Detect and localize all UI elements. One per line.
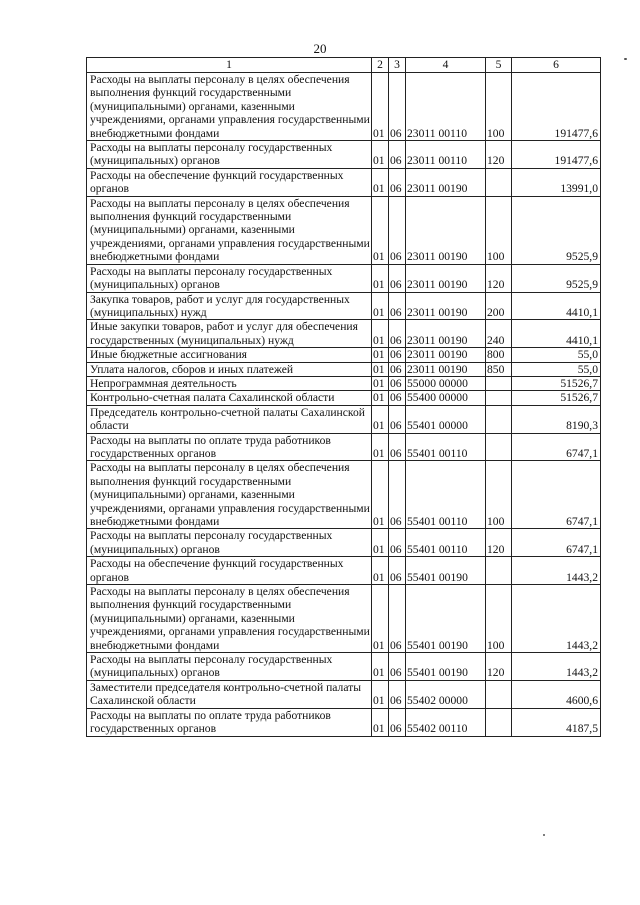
header-col-3: 3	[389, 58, 406, 73]
row-amount: 4600,6	[512, 680, 601, 708]
row-name: Расходы на выплаты персоналу государственных (муниципальных) органов	[87, 529, 372, 557]
header-col-1: 1	[87, 58, 372, 73]
row-expense-type: 850	[486, 362, 512, 376]
table-row	[87, 376, 601, 390]
row-section: 01	[372, 585, 389, 653]
row-target-article: 55401 00190	[406, 653, 486, 681]
row-name: Иные бюджетные ассигнования	[87, 348, 372, 362]
row-expense-type	[486, 391, 512, 405]
row-section: 01	[372, 264, 389, 292]
table-row	[87, 708, 601, 736]
header-col-5: 5	[486, 58, 512, 73]
table-row	[87, 348, 601, 362]
row-subsection: 06	[389, 73, 406, 141]
row-amount: 4410,1	[512, 320, 601, 348]
row-subsection: 06	[389, 348, 406, 362]
row-name: Расходы на выплаты персоналу государственных (муниципальных) органов	[87, 264, 372, 292]
row-section: 01	[372, 653, 389, 681]
row-expense-type: 120	[486, 653, 512, 681]
row-amount: 1443,2	[512, 653, 601, 681]
table-row	[87, 405, 601, 433]
row-target-article: 55000 00000	[406, 376, 486, 390]
row-target-article: 55401 00000	[406, 405, 486, 433]
row-subsection: 06	[389, 168, 406, 196]
table-row	[87, 320, 601, 348]
table-row	[87, 264, 601, 292]
table-row	[87, 196, 601, 264]
row-section: 01	[372, 376, 389, 390]
row-target-article: 55400 00000	[406, 391, 486, 405]
row-target-article: 55401 00110	[406, 529, 486, 557]
row-section: 01	[372, 168, 389, 196]
header-col-2: 2	[372, 58, 389, 73]
row-expense-type: 100	[486, 461, 512, 529]
table-row	[87, 461, 601, 529]
row-amount: 1443,2	[512, 585, 601, 653]
row-expense-type	[486, 680, 512, 708]
row-expense-type	[486, 376, 512, 390]
row-amount: 9525,9	[512, 264, 601, 292]
row-subsection: 06	[389, 196, 406, 264]
row-subsection: 06	[389, 585, 406, 653]
scan-speck	[543, 834, 545, 836]
table-body	[87, 73, 601, 737]
header-row	[87, 58, 601, 73]
row-amount: 191477,6	[512, 73, 601, 141]
row-name: Расходы на выплаты по оплате труда работников государственных органов	[87, 433, 372, 461]
row-expense-type: 100	[486, 73, 512, 141]
row-expense-type: 120	[486, 529, 512, 557]
row-target-article: 55401 00190	[406, 557, 486, 585]
row-expense-type	[486, 168, 512, 196]
table-row	[87, 433, 601, 461]
row-name: Закупка товаров, работ и услуг для государственных (муниципальных) нужд	[87, 292, 372, 320]
row-target-article: 23011 00190	[406, 196, 486, 264]
row-subsection: 06	[389, 292, 406, 320]
table-row	[87, 557, 601, 585]
row-target-article: 23011 00190	[406, 168, 486, 196]
row-name: Расходы на выплаты персоналу государственных (муниципальных) органов	[87, 141, 372, 169]
row-section: 01	[372, 391, 389, 405]
row-amount: 51526,7	[512, 391, 601, 405]
row-amount: 6747,1	[512, 461, 601, 529]
row-section: 01	[372, 73, 389, 141]
row-expense-type	[486, 433, 512, 461]
row-expense-type: 200	[486, 292, 512, 320]
row-expense-type: 120	[486, 141, 512, 169]
budget-table	[86, 57, 601, 737]
row-subsection: 06	[389, 362, 406, 376]
row-target-article: 55402 00000	[406, 680, 486, 708]
row-section: 01	[372, 196, 389, 264]
row-subsection: 06	[389, 461, 406, 529]
row-target-article: 23011 00190	[406, 348, 486, 362]
row-expense-type	[486, 708, 512, 736]
row-amount: 9525,9	[512, 196, 601, 264]
row-section: 01	[372, 320, 389, 348]
row-target-article: 55401 00110	[406, 461, 486, 529]
header-col-4: 4	[406, 58, 486, 73]
table-row	[87, 653, 601, 681]
row-subsection: 06	[389, 264, 406, 292]
row-section: 01	[372, 362, 389, 376]
row-section: 01	[372, 141, 389, 169]
row-section: 01	[372, 405, 389, 433]
row-subsection: 06	[389, 653, 406, 681]
row-subsection: 06	[389, 141, 406, 169]
row-amount: 55,0	[512, 362, 601, 376]
table-row	[87, 529, 601, 557]
row-amount: 55,0	[512, 348, 601, 362]
row-amount: 6747,1	[512, 433, 601, 461]
table-row	[87, 141, 601, 169]
row-subsection: 06	[389, 376, 406, 390]
row-expense-type	[486, 557, 512, 585]
row-target-article: 23011 00190	[406, 362, 486, 376]
row-target-article: 23011 00190	[406, 292, 486, 320]
row-subsection: 06	[389, 680, 406, 708]
row-name: Контрольно-счетная палата Сахалинской области	[87, 391, 372, 405]
table-row	[87, 168, 601, 196]
table-row	[87, 680, 601, 708]
row-section: 01	[372, 708, 389, 736]
row-section: 01	[372, 348, 389, 362]
row-name: Расходы на выплаты по оплате труда работников государственных органов	[87, 708, 372, 736]
row-amount: 51526,7	[512, 376, 601, 390]
row-target-article: 55401 00110	[406, 433, 486, 461]
table-row	[87, 292, 601, 320]
row-amount: 13991,0	[512, 168, 601, 196]
row-section: 01	[372, 680, 389, 708]
row-name: Расходы на обеспечение функций государственных органов	[87, 557, 372, 585]
table-row	[87, 362, 601, 376]
row-name: Расходы на выплаты персоналу в целях обеспечения выполнения функций государственными (муниципальными) органами, казенными учреждениями, органами управления государственными внебюджетными фондами	[87, 196, 372, 264]
row-name: Расходы на выплаты персоналу государственных (муниципальных) органов	[87, 653, 372, 681]
row-amount: 6747,1	[512, 529, 601, 557]
row-name: Заместители председателя контрольно-счетной палаты Сахалинской области	[87, 680, 372, 708]
row-amount: 8190,3	[512, 405, 601, 433]
row-subsection: 06	[389, 529, 406, 557]
table-header	[87, 58, 601, 73]
row-target-article: 23011 00110	[406, 73, 486, 141]
row-amount: 4410,1	[512, 292, 601, 320]
row-expense-type: 100	[486, 196, 512, 264]
row-subsection: 06	[389, 557, 406, 585]
table-row	[87, 585, 601, 653]
row-expense-type	[486, 405, 512, 433]
row-section: 01	[372, 529, 389, 557]
row-subsection: 06	[389, 320, 406, 348]
row-section: 01	[372, 433, 389, 461]
row-subsection: 06	[389, 433, 406, 461]
row-name: Уплата налогов, сборов и иных платежей	[87, 362, 372, 376]
row-target-article: 23011 00190	[406, 264, 486, 292]
row-subsection: 06	[389, 708, 406, 736]
row-subsection: 06	[389, 391, 406, 405]
row-expense-type: 800	[486, 348, 512, 362]
row-section: 01	[372, 461, 389, 529]
row-name: Расходы на выплаты персоналу в целях обеспечения выполнения функций государственными (муниципальными) органами, казенными учреждениями, органами управления государственными внебюджетными фондами	[87, 461, 372, 529]
table-row	[87, 73, 601, 141]
row-name: Иные закупки товаров, работ и услуг для обеспечения государственных (муниципальных) нужд	[87, 320, 372, 348]
row-name: Расходы на выплаты персоналу в целях обеспечения выполнения функций государственными (муниципальными) органами, казенными учреждениями, органами управления государственными внебюджетными фондами	[87, 585, 372, 653]
row-target-article: 55402 00110	[406, 708, 486, 736]
row-amount: 191477,6	[512, 141, 601, 169]
row-section: 01	[372, 292, 389, 320]
row-name: Непрограммная деятельность	[87, 376, 372, 390]
row-target-article: 23011 00110	[406, 141, 486, 169]
row-expense-type: 240	[486, 320, 512, 348]
header-col-6: 6	[512, 58, 601, 73]
row-name: Председатель контрольно-счетной палаты Сахалинской области	[87, 405, 372, 433]
row-amount: 4187,5	[512, 708, 601, 736]
row-expense-type: 100	[486, 585, 512, 653]
row-target-article: 55401 00190	[406, 585, 486, 653]
page-number: 20	[313, 41, 327, 56]
row-name: Расходы на выплаты персоналу в целях обеспечения выполнения функций государственными (муниципальными) органами, казенными учреждениями, органами управления государственными внебюджетными фондами	[87, 73, 372, 141]
row-target-article: 23011 00190	[406, 320, 486, 348]
table-row	[87, 391, 601, 405]
scan-speck	[624, 58, 627, 60]
row-subsection: 06	[389, 405, 406, 433]
row-name: Расходы на обеспечение функций государственных органов	[87, 168, 372, 196]
row-section: 01	[372, 557, 389, 585]
row-amount: 1443,2	[512, 557, 601, 585]
row-expense-type: 120	[486, 264, 512, 292]
